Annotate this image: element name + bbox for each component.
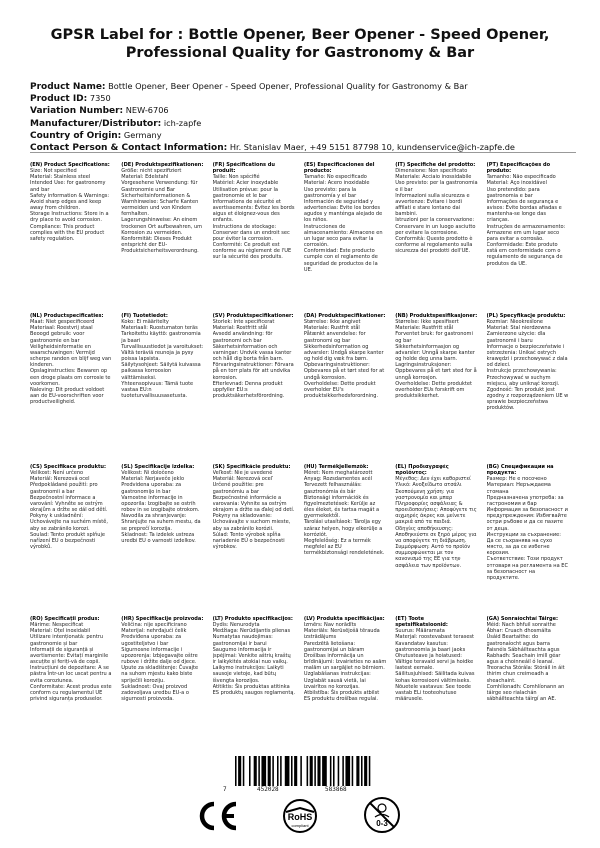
spec-line: Uso previsto: per la gastronomia e il bar [395, 180, 478, 193]
spec-line: Ábhar: Cruach dhosmálta [486, 628, 551, 635]
spec-line: Informacje o bezpieczeństwie i ostrzeżenia: Unikać ostrych krawędzi i przechowywać z dala od dzieci. [486, 343, 568, 369]
spec-line: Tamanho: Não especificado [486, 174, 556, 181]
spec-line: Materiál: Nerezová oceľ [212, 476, 273, 483]
spec-line: Predviđena uporaba: za ugostiteljstvo i bar [121, 634, 182, 647]
barcode-digit-left: 452028 [257, 786, 279, 793]
spec-line: Sigurnosne informacije i upozorenja: Izbjegavajte oštre rubove i držite dalje od djece. [121, 646, 198, 666]
spec-line: Lagerungshinweise: An einem trockenen Ort aufbewahren, um Korrosion zu vermeiden. [121, 217, 203, 236]
spec-line: Utilisation prévue: pour la gastronomie et le bar [212, 186, 278, 199]
spec-line: Istruzioni per la conservazione: Conservare in un luogo asciutto per evitare la corrosione. [395, 217, 476, 236]
barcode-digit-prefix: 7 [223, 786, 227, 793]
spec-line: Размер: Не е посочено [486, 476, 547, 483]
product-name-row [30, 81, 575, 93]
spec-block [487, 616, 570, 766]
barcode-bar [268, 756, 271, 786]
spec-line: Paredzētā lietošana: gastronomijai un bāram [303, 640, 365, 653]
spec-line: Informações de segurança e avisos: Evite bordas afiadas e mantenha-se longe das crianças. [486, 198, 562, 224]
spec-line: Medžiaga: Nerūdijantis plienas [212, 628, 291, 635]
spec-line: Mărime: Nespecificat [30, 622, 84, 629]
spec-heading: (FI) Tuotetiedot: [121, 313, 168, 319]
spec-line: Μέγεθος: Δεν έχει καθοριστεί [395, 476, 471, 483]
spec-block [487, 313, 570, 463]
spec-line: Sicherheitsinformationen & Warnhinweise: Scharfe Kanten vermeiden und von Kindern fernhalten. [121, 192, 199, 218]
spec-heading: (IT) Specifiche del prodotto: [395, 162, 476, 168]
spec-heading: (SL) Specifikacije izdelka: [121, 464, 195, 470]
spec-line: Soulad: Tento produkt splňuje nařízení EU o bezpečnosti výrobků. [30, 531, 105, 551]
spec-line: Tamaño: No especificado [303, 174, 367, 181]
barcode-bar [285, 756, 290, 786]
spec-line: Atitiktis: Šis produktas atitinka ES produktų saugos reglamentą. [212, 683, 296, 696]
spec-line: Numatytas naudojimas: gastronomijai ir barui [212, 634, 273, 647]
spec-heading: (NL) Productspecificaties: [30, 313, 104, 319]
barcode-bar [254, 756, 257, 786]
spec-block [30, 464, 113, 614]
spec-line: Compliance: This product complies with the EU product safety regulation. [30, 223, 105, 242]
spec-line: Υλικό: Ανοξείδωτο ατσάλι [395, 482, 462, 489]
spec-line: Πληροφορίες ασφάλειας & προειδοποιήσεις: Αποφύγετε τις αιχμηρές άκρες και μείνετε μακριά από τα παιδιά. [395, 500, 477, 526]
spec-line: Material: Oțel inoxidabil [30, 628, 91, 635]
barcode-bar [291, 756, 293, 786]
spec-heading: (RO) Specificații produs: [30, 616, 100, 622]
spec-line: Σκοπούμενη χρήση: για γαστρονομία και μπαρ [395, 488, 455, 501]
spec-heading: (NB) Produktspesifikasjoner: [395, 313, 478, 319]
spec-line: Skladnost: Ta izdelek ustreza uredbi EU o varnosti izdelkov. [121, 531, 196, 544]
spec-line: Storlek: Inte specificerat [212, 319, 275, 326]
product-info [30, 81, 575, 154]
manufacturer-label: Manufacturer/Distributor: [30, 118, 162, 129]
spec-line: Συμμόρφωση: Αυτό το προϊόν συμμορφώνεται με τον κανονισμό της ΕΕ για την ασφάλεια των προϊόντων. [395, 544, 471, 569]
spec-block [213, 464, 296, 614]
spec-line: Taille: Non spécifié [212, 174, 260, 181]
spec-line: Materiaal: Roestvrij staal [30, 325, 93, 332]
spec-line: Dimensione: Non specificato [395, 168, 468, 175]
contact-label: Contact Person & Contact Information: [30, 143, 228, 154]
spec-heading: (HU) Termékjellemzők: [303, 464, 369, 470]
spec-heading: (EN) Product Specifications: [30, 162, 110, 168]
spec-heading: (PL) Specyfikacje produktu: [486, 313, 566, 319]
spec-line: Utilizare intenționată: pentru gastronomie și bar [30, 634, 104, 647]
spec-line: Velikost: Ni določeno [121, 470, 174, 477]
barcode-bar [356, 756, 359, 786]
spec-line: Instructions de stockage: Conserver dans un endroit sec pour éviter la corrosion. [212, 223, 290, 242]
spec-line: Instrucțiuni de depozitare: A se păstra într-un loc uscat pentru a evita coroziunea. [30, 665, 112, 684]
spec-heading: (DA) Produktspecifikationer: [303, 313, 386, 319]
barcode-bar [345, 756, 350, 786]
spec-block [213, 313, 296, 463]
rohs-icon [280, 798, 320, 834]
spec-line: Laikymo instrukcijos: Laikyti sausoje vietoje, kad būtų išvengta korozijos. [212, 665, 284, 684]
spec-line: Zamierzone użycie: dla gastronomii i baru [486, 331, 546, 344]
barcode-bar [280, 756, 282, 786]
country-label: Country of Origin: [30, 130, 122, 141]
spec-line: Materjal: roostevabast terasest [395, 634, 475, 641]
spec-line: Materiál: Nerezová ocel [30, 476, 90, 483]
spec-block [30, 313, 113, 463]
spec-line: Velikost: Není určeno [30, 470, 84, 477]
spec-line: Conformidad: Este producto cumple con el reglamento de seguridad de productos de la UE. [303, 248, 378, 273]
spec-line: Информация за безопасност и предупреждения: Избягвайте остри ръбове и да се пазите от деца. [486, 507, 568, 532]
spec-line: Ohutusteave ja hoiatused: Vältige teravaid servi ja hoidke lastest eemale. [395, 652, 474, 672]
spec-block [30, 616, 113, 766]
spec-line: Material: Rostfritt stål [212, 325, 268, 332]
contact-value: Hr. Stanislav Maer, +49 5151 87798 10, kundenservice@ich-zapfe.de [229, 142, 515, 153]
barcode-bar [261, 756, 266, 786]
spec-line: Tárolási utasítások: Tárolja egy száraz helyen, hogy elkerülje a korróziót. [303, 519, 383, 538]
spec-line: Sukladnost: Ovaj proizvod zadovoljava uredbu EU-a o sigurnosti proizvoda. [121, 683, 189, 703]
spec-line: Drošības informācija un brīdinājumi: Izvairieties no asām malām un sargājiet no bērniem. [303, 652, 387, 672]
barcode-bar [243, 756, 245, 786]
spec-line: Tervezett felhasználás: gasztronómia és bár [303, 482, 362, 495]
spec-line: Overholdelse: Dette produkt overholder EU's produktsikkerhedsforordning. [303, 380, 379, 400]
spec-block [395, 464, 478, 614]
spec-line: Intended Use: for gastronomy and bar [30, 180, 106, 193]
barcode-bar [310, 756, 313, 786]
spec-line: Materiał: Stal nierdzewna [486, 325, 551, 332]
barcode-bar [352, 756, 354, 786]
spec-line: Dydis: Nenurodyta [212, 622, 260, 629]
spec-line: Súlad: Tento výrobok spĺňa nariadenie EÚ o bezpečnosti výrobkov. [212, 531, 285, 551]
spec-block [304, 162, 387, 312]
spec-heading: (ET) Toote spetsifikatsioonid: [395, 616, 448, 629]
spec-line: Informazioni sulla sicurezza e avvertenze: Evitare i bordi affilati e stare lontano dai bambini. [395, 192, 470, 218]
barcode [223, 756, 379, 796]
country-row [30, 130, 575, 142]
manufacturer-row [30, 118, 575, 130]
spec-line: Bezpečnostní informace a varování: Vyhněte se ostrým okrajům a držte se dál od dětí. [30, 494, 108, 514]
spec-block [121, 162, 204, 312]
product-id-label: Product ID: [30, 94, 88, 105]
spec-line: Predvidena uporaba: za gastronomijo in bar [121, 482, 182, 495]
spec-line: Materiale: Rustfrit stål [303, 325, 360, 332]
spec-line: Material: Edelstahl [121, 174, 169, 181]
spec-line: Opbevaringsinstruktioner: Opbevares på et tørt sted for at undgå korrosion. [303, 362, 385, 381]
spec-block [30, 162, 113, 312]
spec-line: Uzglabāšanas instrukcijas: Uzglabāt sausā vietā, lai izvairītos no korozijas. [303, 671, 371, 690]
spec-block [395, 313, 478, 463]
spec-line: Veiligheidsinformatie en waarschuwingen: Vermijd scherpe randen en blijf weg van kinderen. [30, 343, 112, 369]
not-for-children-0-3-icon [362, 795, 402, 835]
spec-block [121, 464, 204, 614]
spec-block [395, 162, 478, 312]
spec-line: Påtænkt anvendelse: for gastronomi og bar [303, 331, 366, 344]
spec-line: Sikkerhedsinformation og advarsler: Undgå skarpe kanter og hold dig væk fra børn. [303, 343, 384, 363]
barcode-bars [235, 756, 375, 786]
spec-line: Materiale: Rustfritt stål [395, 325, 454, 332]
spec-line: Biztonsági információk és figyelmeztetések: Kerülje az éles éleket, és tartsa magát a gyermekektől. [303, 494, 380, 520]
spec-line: Určené použitie: pre gastronómiu a bar [212, 482, 264, 495]
spec-heading: (HR) Specifikacije proizvoda: [121, 616, 204, 622]
divider [30, 152, 576, 153]
rohs-subtext: compliant [291, 823, 309, 828]
barcode-bar [369, 756, 371, 786]
spec-line: Materijal: nehrđajući čelik [121, 628, 187, 635]
spec-line: Beoogd gebruik: voor gastronomie en bar [30, 331, 85, 344]
barcode-digit-right: 583868 [325, 786, 347, 793]
spec-line: Suurus: Määramata [395, 628, 445, 635]
spec-heading: (GA) Sonraíochtaí Táirge: [486, 616, 559, 622]
spec-line: Pokyny k uskladnění: Uchovávejte na suchém místě, aby se zabránilo korozi. [30, 513, 108, 532]
spec-line: Säilytysohjeet: Säilytä kuivassa paikassa korroosion välttämiseksi. [121, 362, 201, 381]
spec-heading: (PT) Especificações do produto: [486, 162, 551, 175]
barcode-bar [333, 756, 335, 786]
spec-line: Conformité: Ce produit est conforme au règlement de l'UE sur la sécurité des produits. [212, 242, 292, 261]
barcode-bar [307, 756, 309, 786]
spec-line: Lagringsinstruksjoner: Oppbevares på et tørt sted for å unngå korrosjon. [395, 362, 477, 381]
spec-heading: (CS) Specifikace produktu: [30, 464, 107, 470]
spec-line: Предназначена употреба: за гастрономия и бар [486, 494, 564, 507]
spec-line: Bezpečnostné informácie a varovania: Vyhnite sa ostrým okrajom a držte sa ďalej od detí. [212, 494, 295, 514]
spec-block [487, 464, 570, 614]
spec-line: Informații de siguranță și avertismente: Evitați marginile ascuțite și feriți-vă de copii. [30, 646, 109, 666]
barcode-bar [361, 756, 363, 786]
barcode-bar [317, 756, 320, 786]
spec-line: Koko: Ei määritelty [121, 319, 169, 326]
spec-line: Säkerhetsinformation och varningar: Undvik vassa kanter och håll dig borta från barn. [212, 343, 292, 363]
spec-block [121, 616, 204, 766]
product-name-label: Product Name: [30, 82, 106, 92]
ce-mark-icon [196, 800, 240, 832]
spec-line: Storage Instructions: Store in a dry place to avoid corrosion. [30, 211, 109, 224]
spec-line: Předpokládané použití: pro gastronomii a bar [30, 482, 98, 495]
spec-line: Efterlevnad: Denna produkt uppfyller EU:s produktsäkerhetsförordning. [212, 380, 285, 400]
spec-line: Instruções de armazenamento: Armazene em um lugar seco para evitar a corrosão. [486, 223, 566, 242]
barcode-bar [342, 756, 344, 786]
spec-line: Veličina: nije specificirano [121, 622, 187, 629]
spec-block [395, 616, 478, 766]
spec-line: Informations de sécurité et avertissements: Évitez les bords aigus et éloignez-vous des enfants. [212, 198, 295, 224]
spec-line: Material: Stainless steel [30, 174, 91, 181]
product-name-value: Bottle Opener, Beer Opener - Speed Opener, Professional Quality for Gastronomy & Bar [108, 81, 468, 91]
spec-line: Forventet bruk: for gastronomi og bar [395, 331, 473, 344]
spec-block [213, 162, 296, 312]
spec-line: Size: Not specified [30, 168, 77, 175]
rohs-text: RoHS [287, 812, 313, 822]
spec-line: Uso pretendido: para gastronomia e bar [486, 186, 540, 199]
barcode-bar [258, 756, 260, 786]
spec-line: Størrelse: Ikke angivet [303, 319, 361, 326]
spec-line: Varnostne informacije in opozorila: Izogibajte se ostrih robov in se izogibajte otrokom. [121, 494, 200, 514]
spec-heading: (ES) Especificaciones del producto: [303, 162, 375, 175]
spec-line: Conformitate: Acest produs este conform cu regulamentul UE privind siguranța produselor. [30, 683, 112, 703]
barcode-bar [294, 756, 297, 786]
spec-line: Instrucciones de almacenamiento: Almacene en un lugar seco para evitar la corrosión. [303, 223, 383, 249]
spec-line: Naleving: Dit product voldoet aan de EU-voorschriften voor productveiligheid. [30, 386, 105, 406]
spec-line: Megfelelőség: Ez a termék megfelel az EU termékbiztonsági rendeletének. [303, 537, 385, 557]
spec-line: Материал: Неръждаема стомана [486, 482, 551, 495]
spec-line: Material: Acero inoxidable [303, 180, 370, 187]
barcode-bar [322, 756, 327, 786]
spec-line: Faisnéis Sábháilteachta agus Rabhadh: Seachain imill géar agus a choinneáil ó leanaí. [486, 646, 561, 666]
spec-heading: (BG) Спецификации на продукта: [486, 464, 554, 477]
barcode-bar [330, 756, 332, 786]
spec-line: Conformidade: Este produto está em conformidade com o regulamento de segurança de produtos da UE. [486, 242, 563, 267]
spec-line: Инструкции за съхранение: Да се съхранява на сухо място, за да се избегне корозия. [486, 531, 561, 557]
spec-heading: (SV) Produktspecifikationer: [212, 313, 294, 319]
barcode-bar [249, 756, 251, 786]
spec-heading: (FR) Spécifications du produit: [212, 162, 275, 175]
spec-heading: (DE) Produktspezifikationen: [121, 162, 204, 168]
country-value: Germany [123, 129, 162, 140]
spec-line: Anyag: Rozsdamentes acél [303, 476, 372, 483]
barcode-bar [364, 756, 367, 786]
spec-heading: (LT) Produkto specifikacijos: [212, 616, 293, 622]
spec-line: Material: Nerjaveče jeklo [121, 476, 185, 483]
spec-line: Saugumo informacija ir įspėjimai: Venkite aštrių kraštų ir laikykitės atokiai nuo vaikų. [212, 646, 291, 666]
product-id-value: 7350 [89, 93, 111, 104]
spec-block [213, 616, 296, 766]
spec-line: Größe: nicht spezifiziert [121, 168, 182, 175]
barcode-bar [235, 756, 237, 786]
barcode-bar [314, 756, 316, 786]
age-text: 0-3 [376, 819, 388, 828]
spec-line: Sikkerhetsinformasjon og advarsler: Unngå skarpe kanter og holde deg unna barn. [395, 343, 475, 363]
spec-line: Material: Aço inoxidável [486, 180, 547, 187]
spec-line: Izmērs: Nav norādīts [303, 622, 357, 629]
spec-line: Materiāls: Nerūsējošā tērauda izstrādājums [303, 628, 380, 641]
barcode-bar [338, 756, 340, 786]
spec-line: Treoracha Stórála: Stóráil in áit thirim chun creimeadh a sheachaint. [486, 665, 565, 684]
spec-line: Zgodność: Ten produkt jest zgodny z rozporządzeniem UE w sprawie bezpieczeństwa produktów. [486, 386, 569, 412]
spec-line: Información de seguridad y advertencias: Evite los bordes agudos y manténga alejado de los niños. [303, 198, 383, 224]
spec-line: Förvaringsinstruktioner: Förvara på en torr plats för att undvika korrosion. [212, 362, 294, 381]
barcode-bar [277, 756, 279, 786]
spec-line: Overholdelse: Dette produktet overholder EUs forskrift om produktsikkerhet. [395, 380, 472, 400]
spec-line: Säilitusjuhised: Säilitada kuivas kohas korrosiooni vältimiseks. [395, 671, 475, 684]
spec-block [487, 162, 570, 312]
spec-line: Avsedd användning: för gastronomi och bar [212, 331, 273, 344]
ce-mark-text: CE [196, 800, 198, 801]
variation-value: NEW-6706 [125, 105, 169, 116]
barcode-bar [300, 756, 302, 786]
spec-line: Οδηγίες αποθήκευσης: Αποθηκεύστε σε ξηρό μέρος για να αποφύγετε τη διάβρωση. [395, 525, 477, 544]
spec-line: Atbilstība: Šis produkts atbilst ES produktu drošības regulai. [303, 689, 380, 703]
spec-line: Kavandatav kasutus: gastronoomia ja baari jaoks [395, 640, 466, 653]
spec-line: Materiale: Acciaio inossidabile [395, 174, 472, 181]
spec-line: Instrukcje przechowywania: Przechowywać w suchym miejscu, aby uniknąć korozji. [486, 368, 560, 387]
spec-heading: (LV) Produkta specifikācijas: [303, 616, 385, 622]
spec-line: Maat: Niet gespecificeerd [30, 319, 95, 326]
manufacturer-value: ich-zapfe [163, 117, 202, 128]
spec-line: Uso previsto: para la gastronomía y el bar [303, 186, 357, 199]
spec-block [304, 313, 387, 463]
spec-line: Upute za skladištenje: Čuvajte na suhom mjestu kako biste spriječili koroziju. [121, 665, 199, 684]
spec-line: Navodila za shranjevanje: Shranjujte na suhem mestu, da se preprečí korozija. [121, 513, 201, 532]
spec-line: Съответствие: Този продукт отговаря на регламента на ЕС за безопасност на продуктите. [486, 556, 569, 581]
variation-label: Variation Number: [30, 106, 124, 117]
spec-line: Comhlíonadh: Comhlíonann an táirge seo rialachán sábháilteachta táirgí an AE. [486, 683, 565, 703]
spec-line: Méret: Nem meghatározott [303, 470, 373, 477]
spec-line: Konformität: Dieses Produkt entspricht der EU-Produktsicherheitsverordnung. [121, 235, 199, 255]
spec-line: Turvallisuustiedot ja varoitukset: Vältä teräviä reunoja ja pysy poissa lapsista. [121, 343, 204, 363]
spec-line: Størrelse: Ikke spesifisert [395, 319, 459, 326]
spec-line: Safety information & Warnings: Avoid sharp edges and keep away from children. [30, 192, 110, 212]
spec-block [121, 313, 204, 463]
barcode-bar [238, 756, 241, 786]
spec-line: Matériel: Acier inoxydable [212, 180, 279, 187]
spec-block [304, 464, 387, 614]
variation-row [30, 105, 575, 117]
spec-line: Nõuetele vastavus: See toode vastab ELi tooteohutuse määrusele. [395, 683, 471, 703]
spec-line: Materiaali: Ruostumaton teräs [121, 325, 198, 332]
spec-line: Tarkoitettu käyttö: gastronomia ja baari [121, 331, 201, 344]
spec-line: Úsáid Beartaithe: do gastronaíocht agus barra [486, 634, 550, 647]
spec-line: Méid: Nach bhfuil sonraithe [486, 622, 556, 629]
spec-heading: (SK) Špecifikácie produktu: [212, 464, 291, 470]
page-title: GPSR Label for : Bottle Opener, Beer Opener - Speed Opener, Professional Quality for Gastronomy & Bar [50, 27, 550, 61]
spec-line: Yhteensopivuus: Tämä tuote vastaa EU:n tuoteturvallisuusasetusta. [121, 380, 194, 400]
spec-block [304, 616, 387, 766]
barcode-bar [272, 756, 274, 786]
spec-line: Rozmiar: Nieokreślone [486, 319, 544, 326]
spec-line: Pokyny na skladovanie: Uchovávajte v suchom mieste, aby sa zabránilo korózii. [212, 513, 291, 532]
spec-line: Opslaginstructies: Bewaren op een droge plaats om corrosie te voorkomen. [30, 368, 111, 387]
product-id-row [30, 93, 575, 105]
spec-line: Veľkosť: Nie je uvedené [212, 470, 273, 477]
spec-line: Vorgesehene Verwendung: für Gastronomie und Bar [121, 180, 198, 193]
spec-heading: (EL) Προδιαγραφές προϊόντος: [395, 464, 449, 477]
spec-line: Conformità: Questo prodotto è conforme al regolamento sulla sicurezza dei prodotti dell'UE. [395, 235, 473, 255]
